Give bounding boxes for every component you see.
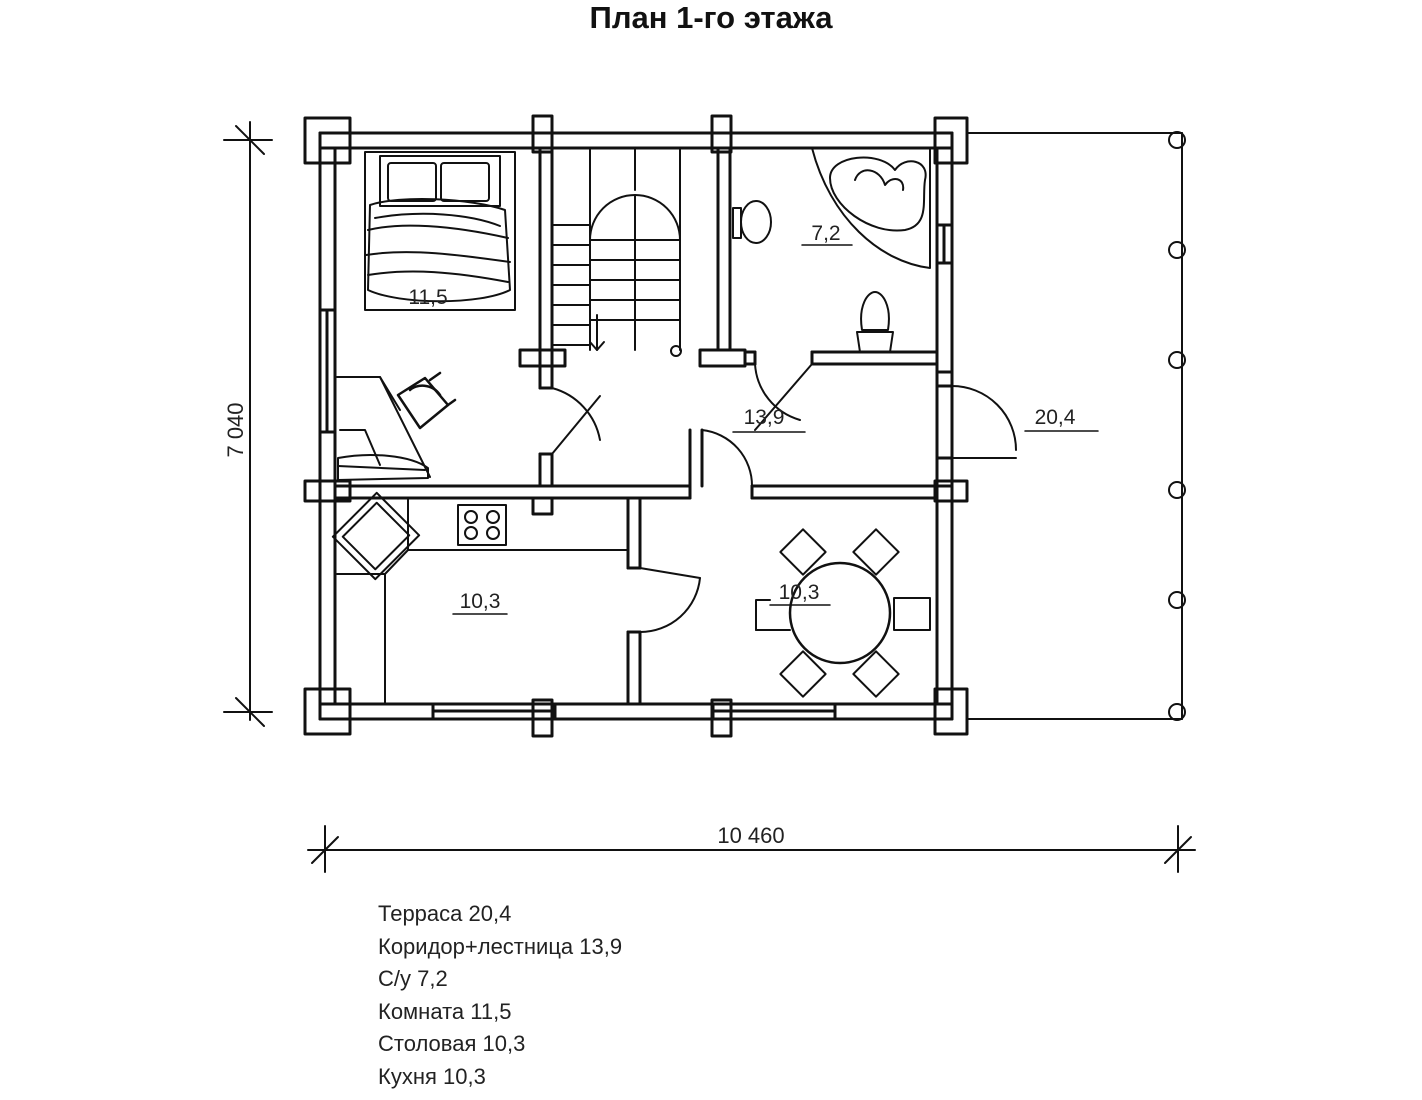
dimension-width-label: 10 460 bbox=[717, 823, 785, 848]
stove bbox=[458, 505, 506, 545]
desk-chair bbox=[398, 373, 455, 428]
room-label-terrace: 20,4 bbox=[1034, 406, 1076, 429]
page-title: План 1-го этажа bbox=[589, 0, 833, 35]
legend-item-dining: Столовая 10,3 bbox=[378, 1031, 526, 1056]
room-label-dining: 10,3 bbox=[778, 581, 820, 604]
corner-bathtub bbox=[812, 148, 930, 268]
dimension-height-label: 7 040 bbox=[223, 402, 248, 458]
label-underlines bbox=[453, 245, 1098, 614]
sink bbox=[733, 201, 771, 243]
room-label-kitchen: 10,3 bbox=[459, 590, 501, 613]
legend-item-corridor: Коридор+лестница 13,9 bbox=[378, 933, 623, 959]
legend-item-kitchen: Кухня 10,3 bbox=[378, 1063, 486, 1089]
toilet bbox=[857, 292, 893, 352]
room-label-bedroom: 11,5 bbox=[408, 286, 448, 309]
dining-table bbox=[790, 563, 890, 663]
room-label-corridor: 13,9 bbox=[743, 406, 785, 429]
room-label-bathroom: 7,2 bbox=[811, 222, 841, 245]
legend-item-bedroom: Комната 11,5 bbox=[378, 998, 512, 1024]
area-legend bbox=[378, 898, 622, 1093]
dining-chairs bbox=[756, 529, 930, 696]
terrace bbox=[967, 132, 1185, 720]
legend-item-bathroom: С/у 7,2 bbox=[378, 966, 448, 991]
staircase bbox=[552, 148, 681, 356]
legend-item-terrace: Терраса 20,4 bbox=[378, 901, 512, 926]
desk bbox=[337, 377, 430, 480]
